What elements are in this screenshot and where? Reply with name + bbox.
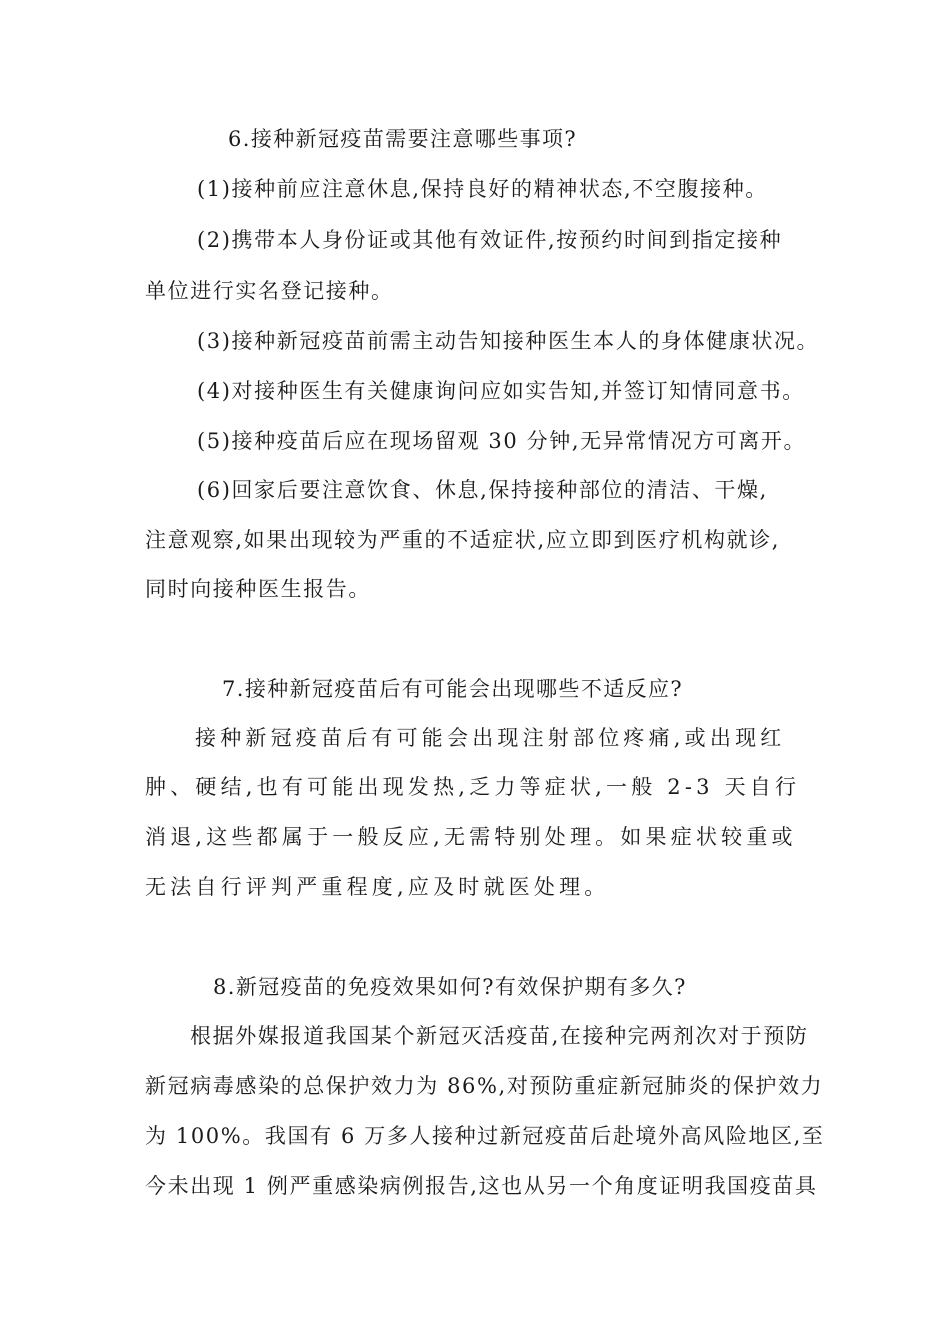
section-7-line-2: 肿、硬结,也有可能出现发热,乏力等症状,一般 2-3 天自行: [145, 775, 801, 799]
section-8-heading: 8.新冠疫苗的免疫效果如何?有效保护期有多久?: [213, 975, 687, 999]
section-8-line-1: 根据外媒报道我国某个新冠灭活疫苗,在接种完两剂次对于预防: [190, 1024, 809, 1048]
section-6-line-7: (6)回家后要注意饮食、休息,保持接种部位的清洁、干燥,: [197, 478, 768, 502]
section-8-line-4: 今未出现 1 例严重感染病例报告,这也从另一个角度证明我国疫苗具: [145, 1174, 818, 1198]
section-7-line-1: 接种新冠疫苗后有可能会出现注射部位疼痛,或出现红: [195, 726, 786, 750]
section-6-line-3: 单位进行实名登记接种。: [145, 279, 394, 303]
section-8-line-2: 新冠病毒感染的总保护效力为 86%,对预防重症新冠肺炎的保护效力: [145, 1074, 824, 1098]
section-7-line-4: 无法自行评判严重程度,应及时就医处理。: [145, 875, 610, 899]
section-6-line-8: 注意观察,如果出现较为严重的不适症状,应立即到医疗机构就诊,: [145, 528, 781, 552]
section-6-line-4: (3)接种新冠疫苗前需主动告知接种医生本人的身体健康状况。: [197, 329, 820, 353]
section-6-line-5: (4)对接种医生有关健康询问应如实告知,并签订知情同意书。: [197, 379, 805, 403]
section-6-heading: 6.接种新冠疫苗需要注意哪些事项?: [228, 127, 578, 151]
section-8-line-3: 为 100%。我国有 6 万多人接种过新冠疫苗后赴境外高风险地区,至: [145, 1124, 825, 1148]
section-7-heading: 7.接种新冠疫苗后有可能会出现哪些不适反应?: [222, 677, 684, 701]
section-6-line-1: (1)接种前应注意休息,保持良好的精神状态,不空腹接种。: [197, 177, 768, 201]
section-6-line-2: (2)携带本人身份证或其他有效证件,按预约时间到指定接种: [197, 228, 783, 252]
section-6-line-6: (5)接种疫苗后应在现场留观 30 分钟,无异常情况方可离开。: [197, 429, 807, 453]
section-7-line-3: 消退,这些都属于一般反应,无需特别处理。如果症状较重或: [145, 825, 797, 849]
section-6-line-9: 同时向接种医生报告。: [145, 577, 371, 601]
